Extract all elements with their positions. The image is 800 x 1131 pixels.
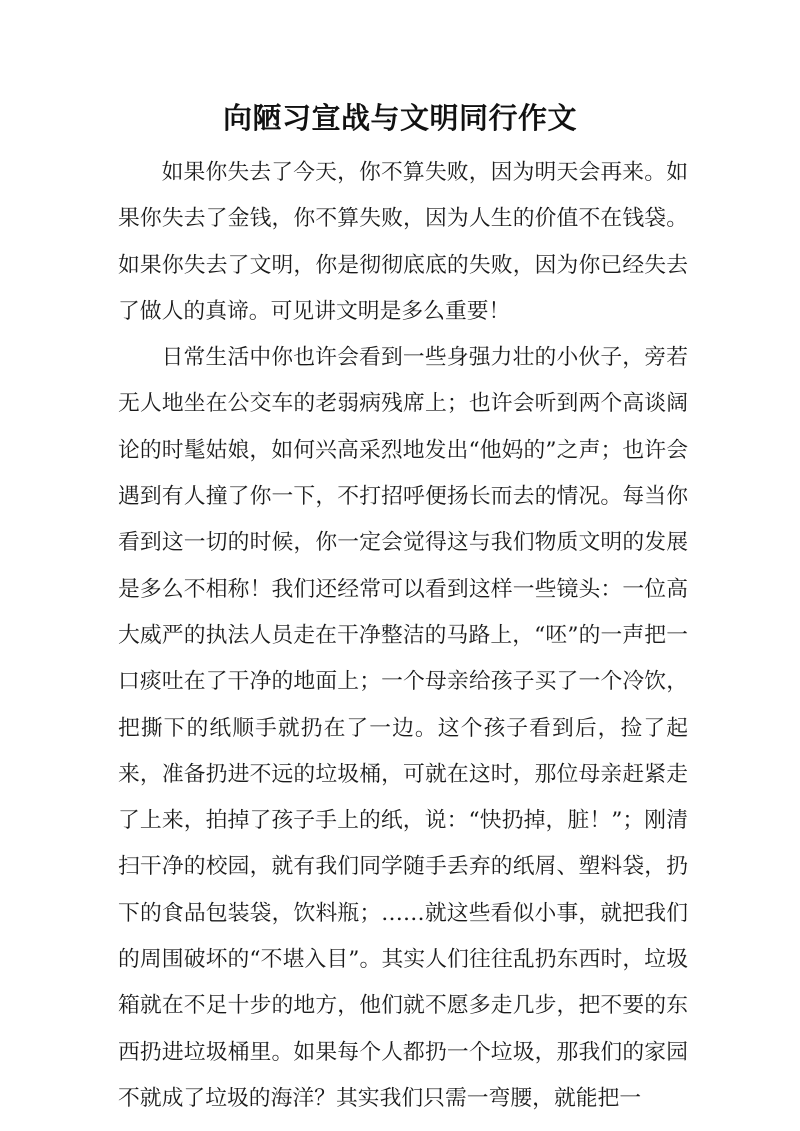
paragraph-2: 日常生活中你也许会看到一些身强力壮的小伙子，旁若无人地坐在公交车的老弱病残席上；也许会听到两个高谈阔论的时髦姑娘，如何兴高采烈地发出“他妈的”之声；也许会遇到有人撞了你一下，不打招呼便扬长而去的情况。每当你看到这一切的时候，你一定会觉得这与我们物质文明的发展是多么不相称！我们还经常可以看到这样一些镜头：一位高大威严的执法人员走在干净整洁的马路上，“呸”的一声把一口痰吐在了干净的地面上；一个母亲给孩子买了一个冷饮，把撕下的纸顺手就扔在了一边。这个孩子看到后，捡了起来，准备扔进不远的垃圾桶，可就在这时，那位母亲赶紧走了上来，拍掉了孩子手上的纸，说：“快扔掉，脏！”；刚清扫干净的校园，就有我们同学随手丢弃的纸屑、塑料袋，扔下的食品包装袋，饮料瓶；……就这些看似小事，就把我们的周围破坏的“不堪入目”。其实人们往往乱扔东西时，垃圾箱就在不足十步的地方，他们就不愿多走几步，把不要的东西扔进垃圾桶里。如果每个人都扔一个垃圾，那我们的家园不就成了垃圾的海洋？其实我们只需一弯腰，就能把一 xyxy=(118,345,688,1111)
document-body xyxy=(118,150,688,1122)
paragraph-1: 如果你失去了今天，你不算失败，因为明天会再来。如果你失去了金钱，你不算失败，因为人生的价值不在钱袋。如果你失去了文明，你是彻彻底底的失败，因为你已经失去了做人的真谛。可见讲文明是多么重要！ xyxy=(118,160,688,324)
document-title: 向陋习宣战与文明同行作文 xyxy=(222,101,577,135)
